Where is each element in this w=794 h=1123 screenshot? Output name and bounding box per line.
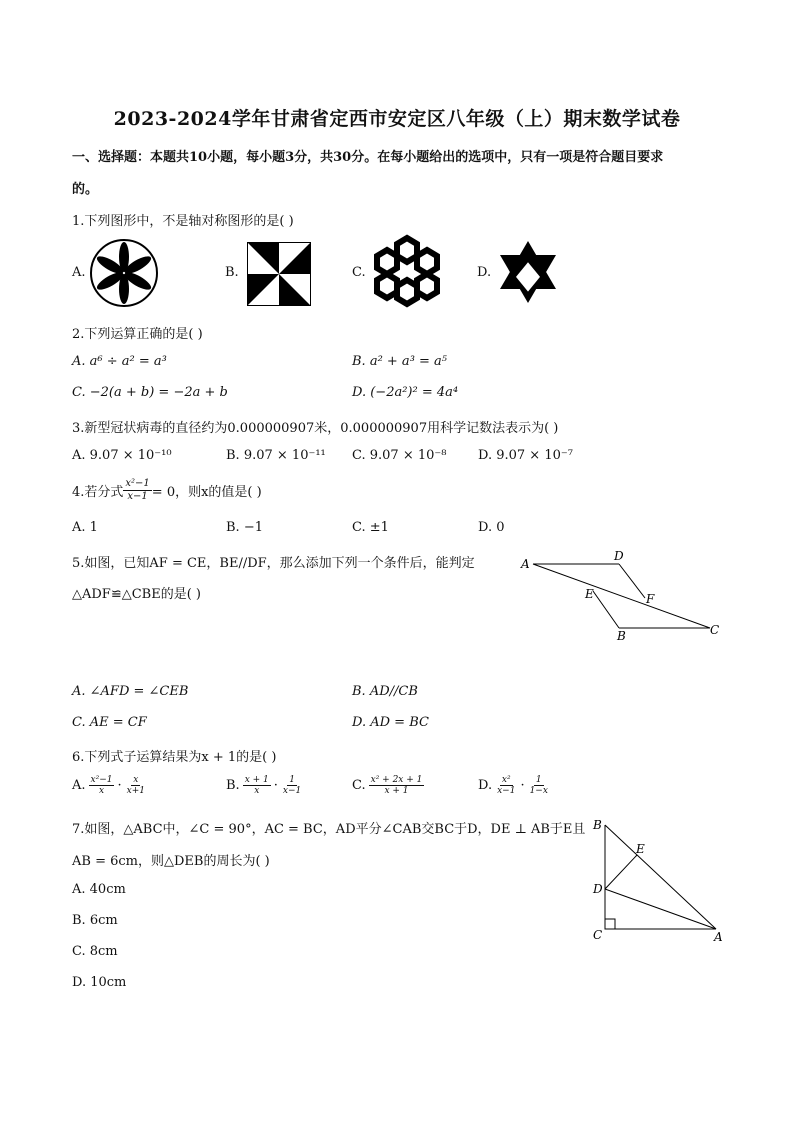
q5-label-d: D [614,549,624,563]
q6-option-c [352,775,424,797]
q6-d-num-2: 1 [535,775,542,785]
q5-label-c: C [710,623,720,637]
q6-b-den-1: x [254,786,260,797]
q5-label-f: F [646,592,655,606]
question-7-stem-line1: 7.如图，△ABC中，∠C = 90°，AC = BC，AD平分∠CAB交BC于D，DE ⊥ AB于E且 [72,822,586,837]
q1-option-b-pinwheel-icon [247,242,311,306]
q4-fraction-numerator: x²−1 [125,478,150,489]
q5-label-b: B [617,629,626,643]
q6-b-num-2: 1 [289,775,295,785]
q1-option-c-hexagon-ring-icon [367,234,447,308]
q2-option-c: C. −2(a + b) = −2a + b [72,385,228,400]
question-4-stem [72,478,262,502]
q7-figure-right-triangle-diagram [588,815,728,950]
q1-option-a-flower-icon [88,237,160,309]
q2-option-b: B. a² + a³ = a⁵ [352,354,448,369]
q5-option-c: C. AE = CF [72,715,147,730]
q6-d-num-1: x² [501,775,511,785]
section-heading-line2: 的。 [72,182,99,197]
q4-fraction [123,478,151,502]
q2-option-d: D. (−2a²)² = 4a⁴ [352,385,459,400]
q6-c-fraction [369,775,425,797]
question-5-stem-line2: △ADF≌△CBE的是( ) [72,587,201,602]
page-title: 2023-2024学年甘肃省定西市安定区八年级（上）期末数学试卷 [113,108,681,130]
q6-option-d: D. $\frac{\text{x²}}{x-1}$ · $\frac{1}{1-x}$ [478,775,548,797]
q7-option-b: B. 6cm [72,913,118,928]
q1-option-a-label: A. [72,265,86,280]
q1-option-c-label: C. [352,265,366,280]
question-5-stem-line1: 5.如图，已知AF = CE，BE//DF，那么添加下列一个条件后，能判定 [72,556,475,571]
q6-option-b: B. $\frac{x + 1}{x}$ · $\frac{1}{x-1}$ [226,775,302,797]
q7-option-c: C. 8cm [72,944,118,959]
q3-option-a: A. 9.07 × 10⁻¹⁰ [72,448,172,463]
q6-option-c-label: C. [352,778,366,794]
q1-option-d-label: D. [477,265,492,280]
q5-label-e: E [585,587,594,601]
section-heading-line1: 一、选择题：本题共10小题，每小题3分，共30分。在每小题给出的选项中，只有一项是符合题目要求 [72,150,664,165]
q4-option-c: C. ±1 [352,520,389,535]
q7-label-a: A [714,930,723,944]
q2-option-a: A. a⁶ ÷ a² = a³ [72,354,167,369]
q6-c-num: x² + 2x + 1 [370,775,423,785]
q7-label-e: E [636,842,645,856]
q3-option-b: B. 9.07 × 10⁻¹¹ [226,448,326,463]
q5-option-b: B. AD//CB [352,684,418,699]
q7-option-a: A. 40cm [72,882,126,897]
q5-option-d: D. AD = BC [352,715,429,730]
question-2-stem: 2.下列运算正确的是( ) [72,327,203,342]
q4-stem-suffix: = 0，则x的值是( ) [151,484,262,500]
q6-d-fraction-2 [528,775,550,797]
question-6-stem: 6.下列式子运算结果为x + 1的是( ) [72,750,277,765]
q7-label-c: C [593,928,603,942]
q6-a-den-1: x [98,786,105,797]
q6-d-den-1: x−1 [497,786,516,797]
q6-b-fraction-2 [281,775,303,797]
q6-a-fraction-1 [89,775,115,797]
q4-option-a: A. 1 [72,520,98,535]
question-7-stem-line2: AB = 6cm，则△DEB的周长为( ) [72,854,270,869]
q7-option-d: D. 10cm [72,975,127,990]
q6-option-b-label: B. [226,778,240,794]
q1-option-b-label: B. [225,265,239,280]
q4-option-d: D. 0 [478,520,505,535]
q6-a-den-2: x+1 [126,786,145,797]
q6-d-fraction-1 [495,775,517,797]
q6-a-fraction-2 [125,775,147,797]
q3-option-d: D. 9.07 × 10⁻⁷ [478,448,573,463]
q4-stem-prefix: 4.若分式 [72,484,124,500]
q6-b-fraction-1 [243,775,271,797]
q4-option-b: B. −1 [226,520,263,535]
q6-option-d-label: D. [478,778,493,794]
q7-label-b: B [593,818,602,832]
q6-option-a: A. $\frac{\text{x²−1}}{x}$ · $\frac{x}{x+1}$ [72,775,145,797]
question-3-stem: 3.新型冠状病毒的直径约为0.000000907米，0.000000907用科学记数法表示为( ) [72,421,559,436]
q6-b-num-1: x + 1 [244,775,269,785]
q5-option-a: A. ∠AFD = ∠CEB [72,684,189,699]
q7-label-d: D [593,882,603,896]
q1-option-d-star-of-david-icon [496,237,560,307]
q6-c-den: x + 1 [384,786,409,797]
q6-option-a-label: A. [72,778,86,794]
q6-a-num-1: x²−1 [90,775,113,785]
q5-label-a: A [521,557,530,571]
q6-a-num-2: x [133,775,139,785]
q5-figure-parallelogram-diagram [515,548,725,648]
question-1-stem: 1.下列图形中，不是轴对称图形的是( ) [72,214,294,229]
q6-b-den-2: x−1 [282,786,302,797]
q3-option-c: C. 9.07 × 10⁻⁸ [352,448,447,463]
q4-fraction-denominator: x−1 [127,490,148,502]
q6-d-den-2: 1−x [529,786,548,797]
